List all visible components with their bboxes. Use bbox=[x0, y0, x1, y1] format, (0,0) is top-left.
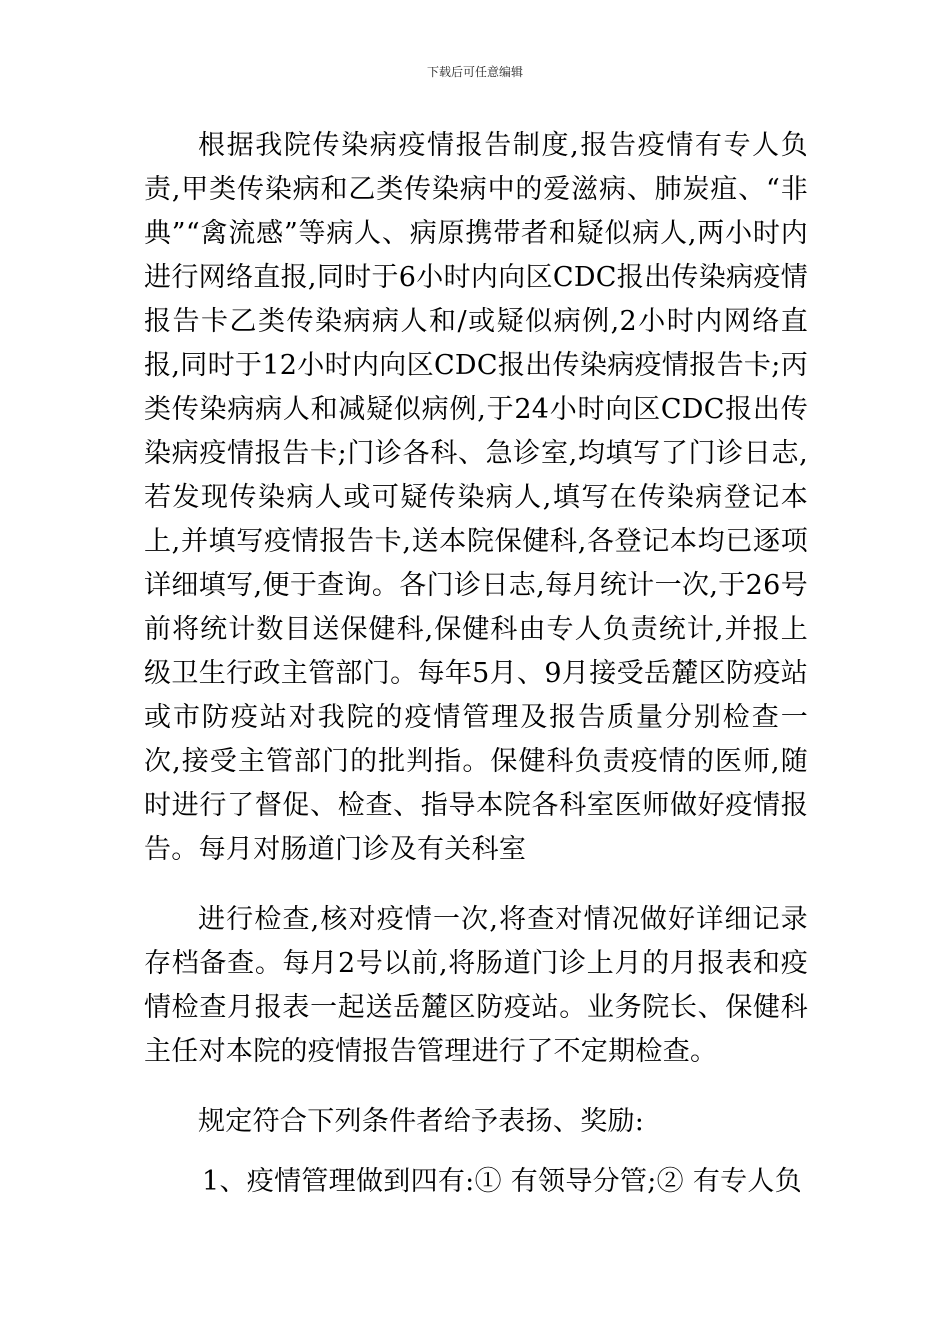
header-note: 下载后可任意编辑 bbox=[426, 65, 523, 79]
paragraph-reward-rules: 规定符合下列条件者给予表扬、奖励: bbox=[198, 1106, 645, 1137]
document-body bbox=[144, 124, 808, 1204]
paragraph-reporting-procedure: 根据我院传染病疫情报告制度,报告疫情有专人负责,甲类传染病和乙类传染病中的爱滋病、肺炭疽、“非典”“禽流感”等病人、病原携带者和疑似病人,两小时内进行网络直报,同时于6小时内向区CDC报出传染病疫情报告卡乙类传染病病人和/或疑似病例,2小时内网络直报,同时于12小时内向区CDC报出传染病疫情报告卡;丙类传染病病人和减疑似病例,于24小时向区CDC报出传染病疫情报告卡;门诊各科、急诊室,均填写了门诊日志,若发现传染病人或可疑传染病人,填写在传染病登记本上,并填写疫情报告卡,送本院保健科,各登记本均已逐项详细填写,便于查询。各门诊日志,每月统计一次,于26号前将统计数目送保健科,保健科由专人负责统计,并报上级卫生行政主管部门。每年5月、9月接受岳麓区防疫站或市防疫站对我院的疫情管理及报告质量分别检查一次,接受主管部门的批判指。保健科负责疫情的医师,随时进行了督促、检查、指导本院各科室医师做好疫情报告。每月对肠道门诊及有关科室 bbox=[144, 130, 808, 865]
paragraph-inspection: 进行检查,核对疫情一次,将查对情况做好详细记录存档备查。每月2号以前,将肠道门诊上月的月报表和疫情检查月报表一起送岳麓区防疫站。业务院长、保健科主任对本院的疫情报告管理进行了不定期检查。 bbox=[144, 904, 808, 1067]
list-item-1: 1、疫情管理做到四有:① 有领导分管;② 有专人负 bbox=[202, 1166, 803, 1197]
